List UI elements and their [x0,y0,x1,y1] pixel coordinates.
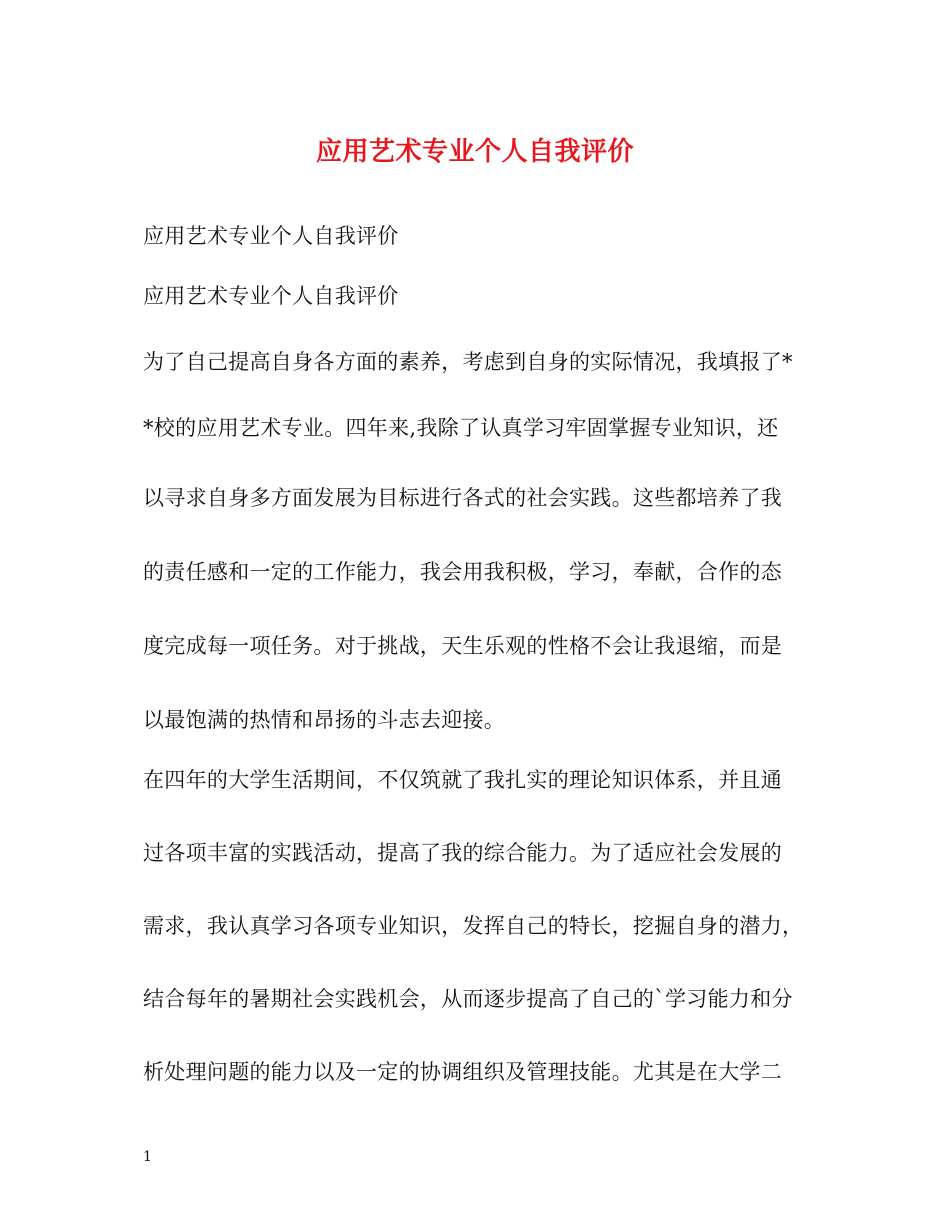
subtitle-line: 应用艺术专业个人自我评价 [143,224,399,248]
document-title: 应用艺术专业个人自我评价 [315,137,634,167]
paragraph-2-line: 析处理问题的能力以及一定的协调组织及管理技能。尤其是在大学二 [143,1060,782,1084]
paragraph-1-line: 度完成每一项任务。对于挑战，天生乐观的性格不会让我退缩，而是 [143,634,782,658]
paragraph-1-line: *校的应用艺术专业。四年来,我除了认真学习牢固掌握专业知识，还 [143,416,779,440]
paragraph-1-line: 为了自己提高自身各方面的素养，考虑到自身的实际情况，我填报了* [143,350,793,374]
paragraph-1-line: 以最饱满的热情和昂扬的斗志去迎接。 [143,708,506,732]
paragraph-2-line: 过各项丰富的实践活动，提高了我的综合能力。为了适应社会发展的 [143,841,782,865]
paragraph-1-line: 以寻求自身多方面发展为目标进行各式的社会实践。这些都培养了我 [143,486,782,510]
page-number: 1 [143,1149,152,1165]
paragraph-2-line: 需求，我认真学习各项专业知识，发挥自己的特长，挖掘自身的潜力， [143,914,804,938]
subtitle-line: 应用艺术专业个人自我评价 [143,284,399,308]
paragraph-2-line: 结合每年的暑期社会实践机会，从而逐步提高了自己的`学习能力和分 [143,987,793,1011]
paragraph-1-line: 的责任感和一定的工作能力，我会用我积极，学习，奉献，合作的态 [143,560,782,584]
paragraph-2-line: 在四年的大学生活期间，不仅筑就了我扎实的理论知识体系，并且通 [143,768,782,792]
